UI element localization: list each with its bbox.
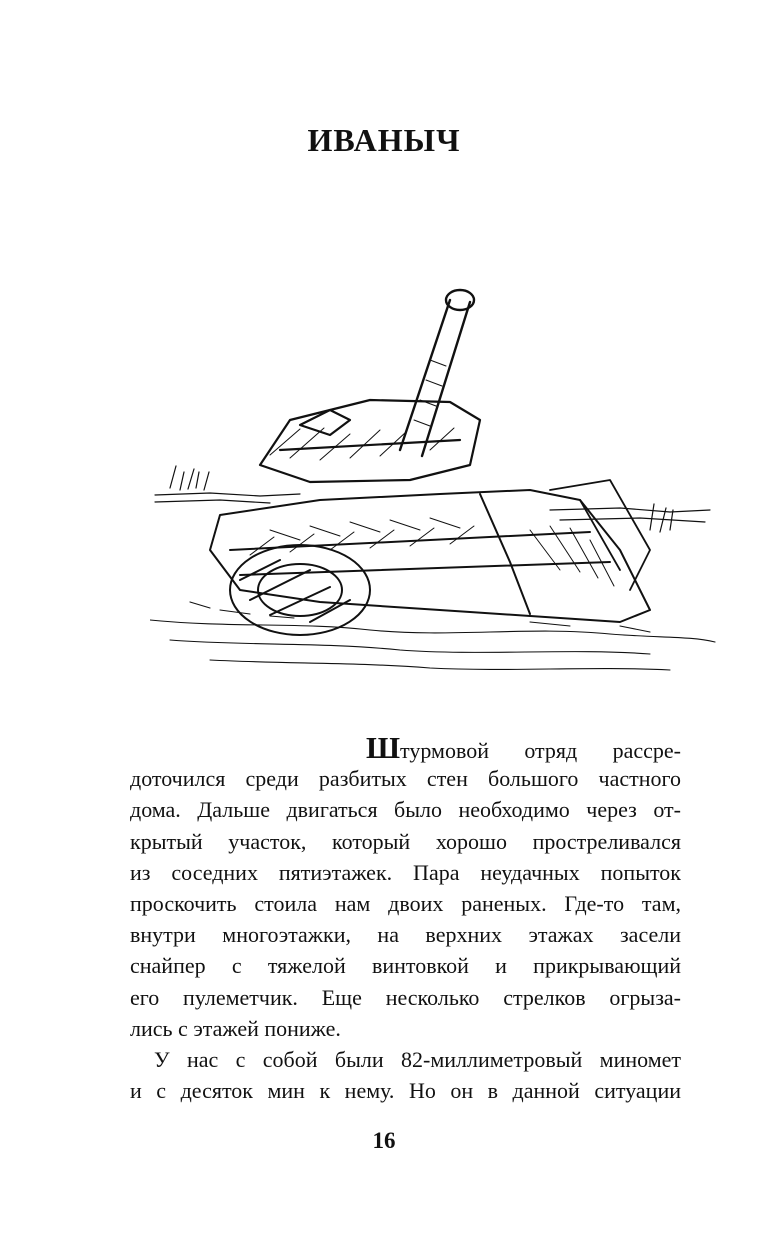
- paragraph-line: проскочить стоила нам двоих раненых. Где-то там,: [130, 890, 681, 916]
- tank-sketch-illustration: [150, 250, 720, 700]
- chapter-title: ИВАНЫЧ: [307, 122, 461, 158]
- paragraph-line: лись с этажей пониже.: [130, 1015, 341, 1041]
- paragraph-line: внутри многоэтажки, на верхних этажах засели: [130, 922, 681, 948]
- paragraph-line: из соседних пятиэтажек. Пара неудачных попыток: [130, 859, 681, 885]
- page-number: 16: [372, 1128, 396, 1153]
- paragraph-line: дома. Дальше двигаться было необходимо через от-: [130, 797, 681, 823]
- paragraph-line: крытый участок, который хорошо простреливался: [130, 828, 681, 854]
- drop-cap: Ш: [366, 730, 401, 765]
- paragraph-line: и с десяток мин к нему. Но он в данной ситуации: [130, 1078, 681, 1104]
- paragraph-line: его пулеметчик. Еще несколько стрелков огрыза-: [130, 984, 681, 1010]
- paragraph-line: У нас с собой были 82-миллиметровый миномет: [154, 1046, 681, 1072]
- paragraph-line: снайпер с тяжелой винтовкой и прикрывающий: [130, 953, 681, 979]
- paragraph-line: доточился среди разбитых стен большого частного: [130, 766, 681, 792]
- paragraph-line: Штурмовой отряд рассре-: [366, 730, 681, 765]
- body-text: [130, 732, 681, 1106]
